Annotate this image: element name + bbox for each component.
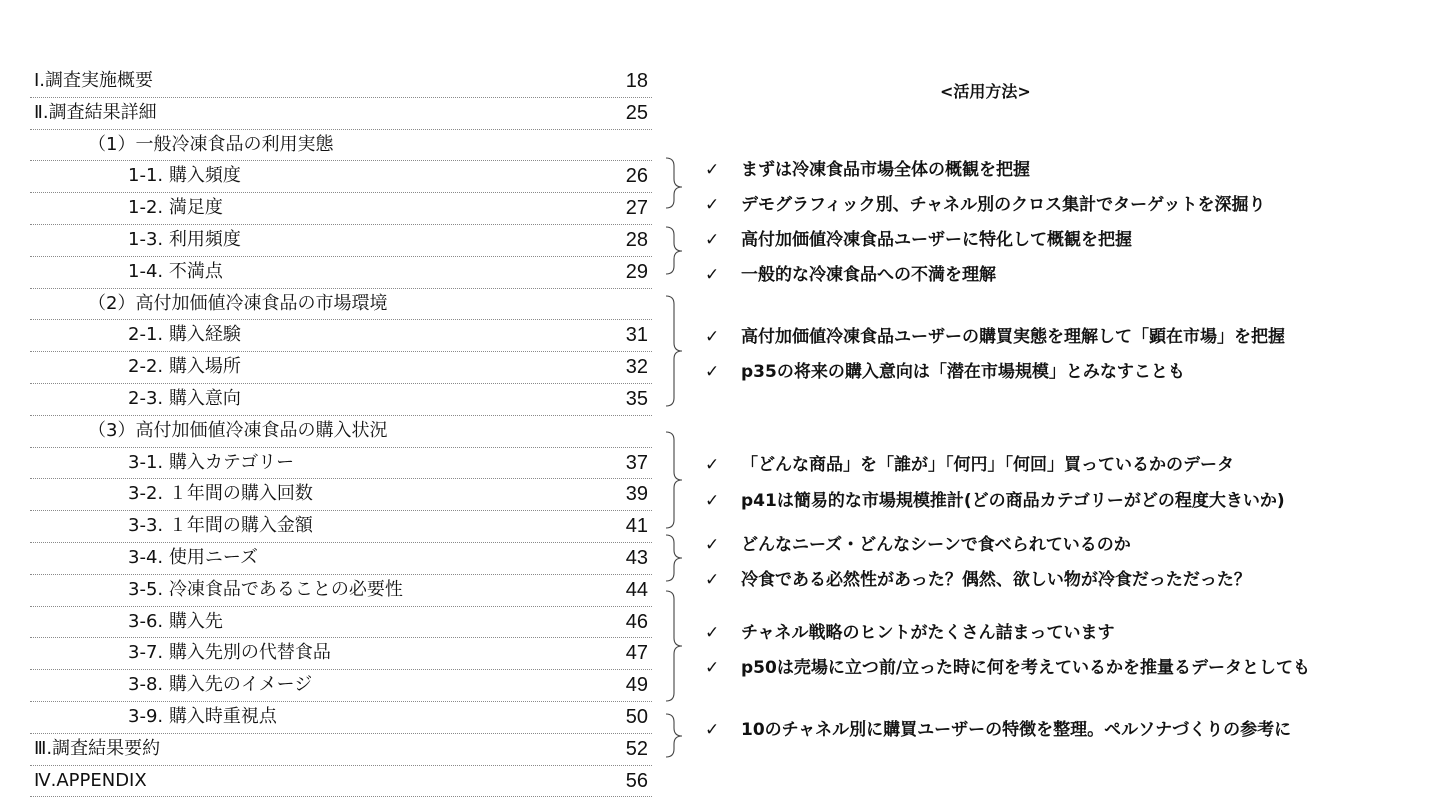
bracket-5 [666, 535, 682, 581]
toc-label: 2-1. 購入経験 [128, 324, 241, 346]
toc-label: 3-3. １年間の購入金額 [128, 515, 313, 537]
usage-note-text: p35の将来の購入意向は「潜在市場規模」とみなすことも [741, 362, 1185, 382]
toc-page-number: 18 [625, 70, 648, 92]
usage-note-text: 冷食である必然性があった？偶然、欲しい物が冷食だっただった？ [741, 570, 1251, 590]
usage-note [705, 568, 1251, 592]
usage-note [705, 228, 1132, 252]
toc-page-number: 47 [625, 642, 648, 665]
bracket-1 [666, 158, 682, 208]
toc-label: 1-1. 購入頻度 [128, 165, 241, 187]
toc-page-number: 46 [625, 610, 648, 633]
toc-row[interactable] [30, 384, 652, 416]
toc-label: 3-4. 使用ニーズ [128, 546, 258, 568]
toc-page-number: 39 [625, 483, 648, 506]
usage-note [705, 533, 1131, 557]
toc-page-number: 43 [625, 546, 648, 569]
toc-row[interactable] [30, 289, 652, 321]
toc-page-number: 49 [625, 674, 648, 697]
check-icon: ✓ [705, 570, 720, 590]
toc-label: 1-4. 不満点 [128, 260, 223, 282]
usage-note [705, 263, 996, 287]
check-icon: ✓ [705, 535, 720, 555]
check-icon: ✓ [705, 720, 720, 740]
toc-row[interactable] [30, 607, 652, 639]
toc-label: 3-7. 購入先別の代替食品 [128, 642, 331, 664]
toc-row[interactable] [30, 511, 652, 543]
usage-note [705, 489, 1285, 513]
toc-page-number: 28 [625, 228, 648, 251]
toc-label: 1-2. 満足度 [128, 197, 223, 219]
toc-row[interactable] [30, 320, 652, 352]
usage-note-text: まずは冷凍食品市場全体の概観を把握 [741, 160, 1030, 180]
usage-note [705, 158, 1030, 182]
toc-row[interactable] [30, 766, 652, 798]
toc-label: 2-3. 購入意向 [128, 387, 241, 409]
toc-row[interactable] [30, 638, 652, 670]
toc-page-number: 52 [625, 737, 648, 760]
toc-page-number: 50 [625, 705, 648, 728]
usage-note [705, 621, 1115, 645]
usage-note-text: 高付加価値冷凍食品ユーザーに特化して概観を把握 [741, 230, 1132, 250]
usage-note [705, 656, 1310, 680]
table-of-contents [30, 66, 652, 797]
toc-label: 3-5. 冷凍食品であることの必要性 [128, 578, 403, 600]
toc-page-number: 25 [625, 101, 648, 124]
check-icon: ✓ [705, 623, 720, 643]
check-icon: ✓ [705, 160, 720, 180]
usage-note-text: 「どんな商品」を「誰が」「何円」「何回」買っているかのデータ [741, 455, 1234, 475]
usage-note-text: p41は簡易的な市場規模推計(どの商品カテゴリーがどの程度大きいか) [741, 491, 1285, 511]
toc-row[interactable] [30, 670, 652, 702]
check-icon: ✓ [705, 230, 720, 250]
bracket-2 [666, 227, 682, 274]
check-icon: ✓ [705, 327, 720, 347]
usage-note [705, 193, 1265, 217]
bracket-6 [666, 591, 682, 701]
toc-label: （3）高付加価値冷凍食品の購入状況 [88, 419, 388, 441]
toc-page-number: 56 [625, 769, 648, 792]
check-icon: ✓ [705, 491, 720, 511]
toc-page-number: 32 [625, 356, 648, 379]
toc-row[interactable] [30, 352, 652, 384]
usage-note-text: どんなニーズ・どんなシーンで食べられているのか [741, 535, 1131, 555]
usage-note-text: 高付加価値冷凍食品ユーザーの購買実態を理解して「顕在市場」を把握 [741, 327, 1285, 347]
toc-page-number: 37 [625, 451, 648, 474]
usage-note [705, 325, 1285, 349]
toc-row[interactable] [30, 702, 652, 734]
toc-row[interactable] [30, 543, 652, 575]
usage-note [705, 453, 1234, 477]
usage-note [705, 718, 1291, 742]
toc-label: Ⅳ.APPENDIX [34, 769, 147, 791]
usage-note-text: デモグラフィック別、チャネル別のクロス集計でターゲットを深掘り [741, 195, 1266, 215]
toc-row[interactable] [30, 448, 652, 480]
toc-page-number: 44 [625, 578, 648, 601]
toc-label: Ⅲ.調査結果要約 [34, 737, 161, 759]
toc-label: 3-1. 購入カテゴリー [128, 451, 295, 473]
bracket-4 [666, 432, 682, 528]
usage-note-text: チャネル戦略のヒントがたくさん詰まっています [741, 623, 1115, 643]
toc-label: 3-8. 購入先のイメージ [128, 674, 313, 696]
toc-row[interactable] [30, 130, 652, 162]
toc-label: （1）一般冷凍食品の利用実態 [88, 133, 334, 155]
toc-row[interactable] [30, 734, 652, 766]
bracket-7 [666, 714, 682, 757]
toc-row[interactable] [30, 257, 652, 289]
toc-label: 1-3. 利用頻度 [128, 228, 241, 250]
toc-page-number: 26 [625, 165, 648, 188]
toc-label: 3-6. 購入先 [128, 610, 223, 632]
toc-page-number: 41 [625, 515, 648, 538]
toc-row[interactable] [30, 416, 652, 448]
toc-page-number: 35 [625, 387, 648, 410]
toc-label: Ⅰ.調査実施概要 [34, 70, 154, 91]
toc-label: 2-2. 購入場所 [128, 356, 241, 378]
toc-page-number: 29 [625, 260, 648, 283]
toc-label: Ⅱ.調査結果詳細 [34, 101, 157, 123]
check-icon: ✓ [705, 265, 720, 285]
toc-row[interactable] [30, 98, 652, 130]
toc-page-number: 31 [625, 324, 648, 347]
check-icon: ✓ [705, 362, 720, 382]
usage-guide-title: <活用方法> [940, 82, 1031, 101]
toc-row[interactable] [30, 575, 652, 607]
toc-label: 3-2. １年間の購入回数 [128, 483, 313, 505]
usage-note [705, 360, 1185, 384]
usage-note-text: 一般的な冷凍食品への不満を理解 [741, 265, 996, 285]
check-icon: ✓ [705, 195, 720, 215]
usage-note-text: 10のチャネル別に購買ユーザーの特徴を整理。ペルソナづくりの参考に [741, 720, 1292, 740]
check-icon: ✓ [705, 455, 720, 475]
check-icon: ✓ [705, 658, 720, 678]
toc-row[interactable] [30, 193, 652, 225]
toc-label: （2）高付加価値冷凍食品の市場環境 [88, 292, 388, 314]
usage-note-text: p50は売場に立つ前/立った時に何を考えているかを推量るデータとしても [741, 658, 1311, 678]
toc-row[interactable] [30, 225, 652, 257]
toc-row[interactable] [30, 479, 652, 511]
toc-page-number: 27 [625, 197, 648, 220]
toc-row[interactable] [30, 161, 652, 193]
toc-label: 3-9. 購入時重視点 [128, 705, 277, 727]
bracket-3 [666, 296, 682, 406]
toc-row[interactable] [30, 66, 652, 98]
